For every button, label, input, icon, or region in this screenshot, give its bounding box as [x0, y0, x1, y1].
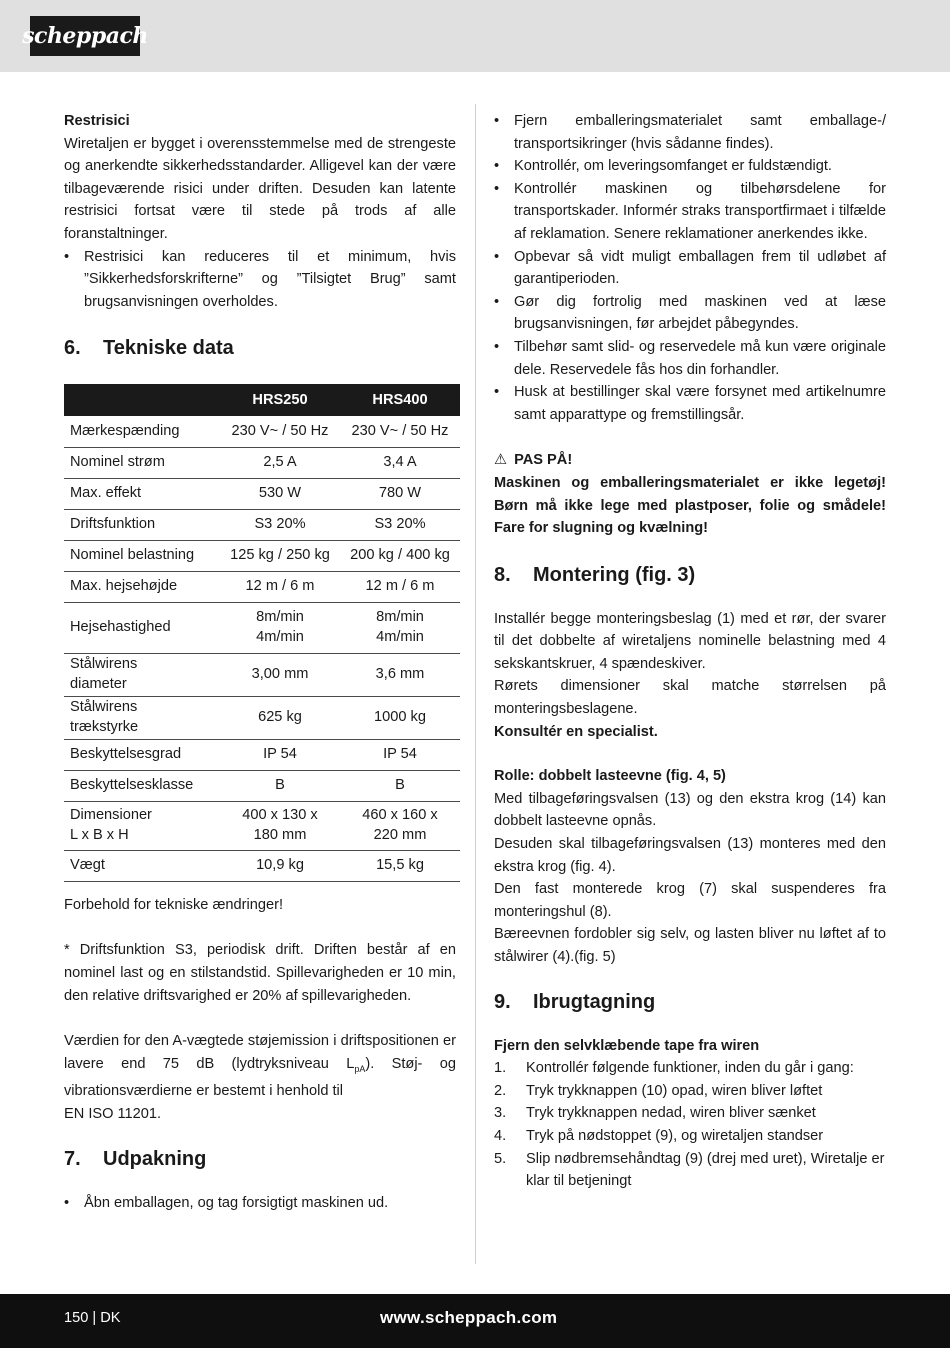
table-row: [64, 739, 460, 770]
row-label: Max. hejsehøjde: [64, 571, 220, 602]
page-number: 150 | DK: [64, 1310, 121, 1326]
section-6-heading: [64, 335, 456, 361]
bullet-dot: •: [494, 158, 500, 175]
list-item: [494, 155, 886, 178]
label-line: trækstyrke: [70, 718, 139, 735]
table-row: [64, 416, 460, 447]
list-item: [494, 336, 886, 381]
right-column: [494, 110, 886, 1193]
bullet-dot: •: [494, 338, 500, 355]
table-row: [64, 447, 460, 478]
section-8-heading: [494, 562, 886, 588]
table-row: [64, 478, 460, 509]
unpack-bullet: [64, 1192, 456, 1215]
row-value-hrs250: S3 20%: [220, 509, 340, 540]
section-number: 9.: [494, 990, 511, 1013]
bullet-text: Gør dig fortrolig med maskinen ved at læse brugsanvisningen, før arbejdet påbegyndes.: [514, 293, 886, 333]
roller-text: Med tilbageføringsvalsen (13) og den ekstra krog (14) kan dobbelt lasteevne opnås.: [494, 790, 886, 830]
row-label: Hejsehastighed: [64, 602, 220, 653]
row-value-hrs250: 530 W: [220, 478, 340, 509]
row-label: [64, 696, 220, 739]
step-item: [494, 1102, 886, 1125]
label-line: Dimensioner: [70, 807, 152, 824]
step-text: Kontrollér følgende funktioner, inden du går i gang:: [526, 1060, 854, 1077]
table-row: [64, 850, 460, 881]
bullet-text: Restrisici kan reduceres til et minimum, hvis ”Sikkerhedsforskrifterne” og ”Tilsigtet Brug” samt brugsanvisningen overholdes.: [84, 248, 456, 310]
step-item: [494, 1148, 886, 1193]
row-value-hrs250: 625 kg: [220, 696, 340, 739]
roller-text: Bæreevnen fordobler sig selv, og lasten bliver nu løftet af to stålwirer (4).(fig. 5): [494, 926, 886, 965]
roller-title: Rolle: dobbelt lasteevne (fig. 4, 5): [494, 768, 726, 785]
left-column: [64, 110, 456, 1214]
value-line: 180 mm: [253, 826, 307, 843]
table-row: [64, 770, 460, 801]
section-9-heading: [494, 989, 886, 1015]
row-label: Nominel strøm: [64, 447, 220, 478]
list-item: [494, 381, 886, 426]
footnote-text: * Driftsfunktion S3, periodisk drift. Driften består af en nominel last og en stilstandstid. Spillevarigheden er 10 min, den relative driftsvarighed er 20% af spillevarigheden.: [64, 942, 456, 1004]
bullet-text: Husk at bestillinger skal være forsynet med artikelnumre samt apparattype og fremstillingsår.: [514, 384, 886, 423]
row-value-hrs250: 125 kg / 250 kg: [220, 540, 340, 571]
table-row: [64, 696, 460, 739]
section-title: Udpakning: [103, 1147, 207, 1170]
value-line: 220 mm: [373, 826, 427, 843]
row-label: [64, 653, 220, 696]
noise-text-a: Værdien for den A-vægtede støjemission i driftspositionen er lavere end 75 dB (lydtryksniveau L: [64, 1033, 456, 1072]
tape-title: Fjern den selvklæbende tape fra wiren: [494, 1037, 760, 1054]
row-value-hrs250: 2,5 A: [220, 447, 340, 478]
step-number: 2.: [494, 1082, 507, 1099]
row-label: Mærkespænding: [64, 416, 220, 447]
step-item: [494, 1125, 886, 1148]
mount-consult: Konsultér en specialist.: [494, 723, 658, 740]
row-value-hrs400: 1000 kg: [340, 696, 460, 739]
step-number: 3.: [494, 1105, 507, 1122]
table-header-hrs250: HRS250: [220, 384, 340, 416]
noise-standard: EN ISO 11201.: [64, 1105, 162, 1122]
value-line: 4m/min: [256, 628, 304, 645]
mount-text: Installér begge monteringsbeslag (1) med et rør, der svarer til det dobbelte af wiretaljens nominelle belastning med 4 sekskantskruer, 4 spændeskiver.: [494, 610, 886, 672]
step-number: 5.: [494, 1150, 507, 1167]
residual-risk-title: Restrisici: [64, 113, 130, 129]
section-7-heading: [64, 1146, 456, 1172]
list-item: [494, 178, 886, 246]
bullet-text: Fjern emballeringsmaterialet samt emballage-/ transportsikringer (hvis sådanne findes).: [514, 113, 886, 152]
residual-risk-bullet: [64, 246, 456, 314]
warning-title: [494, 449, 886, 472]
row-value-hrs250: IP 54: [220, 739, 340, 770]
row-label: Vægt: [64, 850, 220, 881]
row-value-hrs250: 12 m / 6 m: [220, 571, 340, 602]
row-value-hrs400: [340, 602, 460, 653]
row-label: Nominel belastning: [64, 540, 220, 571]
bullet-text: Kontrollér, om leveringsomfanget er fuldstændigt.: [514, 158, 832, 175]
section-title: Ibrugtagning: [533, 990, 656, 1013]
website-link[interactable]: www.scheppach.com: [380, 1308, 558, 1327]
row-value-hrs400: B: [340, 770, 460, 801]
bullet-text: Åbn emballagen, og tag forsigtigt maskinen ud.: [84, 1194, 389, 1211]
table-row: [64, 653, 460, 696]
step-item: [494, 1057, 886, 1080]
reservation-note: Forbehold for tekniske ændringer!: [64, 896, 284, 913]
list-item: [494, 246, 886, 291]
row-label: Driftsfunktion: [64, 509, 220, 540]
value-line: 8m/min: [256, 609, 304, 626]
residual-risk-text: Wiretaljen er bygget i overensstemmelse med de strengeste og anerkendte sikkerhedsstandarder. Alligevel kan der være tilbageværende risici under driften. Desuden kan latente restrisici fortsat være til stede på trods af alle foranstaltninger.: [64, 135, 456, 242]
bullet-dot: •: [494, 293, 500, 310]
bullet-dot: •: [64, 248, 70, 265]
noise-text-b: ). Støj- og vibrationsværdierne er bestemt i henhold til: [64, 1055, 456, 1100]
bullet-dot: •: [494, 113, 500, 129]
table-row: [64, 540, 460, 571]
value-line: 460 x 160 x: [362, 807, 438, 824]
row-value-hrs400: 12 m / 6 m: [340, 571, 460, 602]
page-header: [0, 0, 950, 72]
bullet-dot: •: [494, 180, 500, 197]
row-value-hrs250: 3,00 mm: [220, 653, 340, 696]
row-value-hrs250: B: [220, 770, 340, 801]
row-value-hrs400: S3 20%: [340, 509, 460, 540]
bullet-text: Opbevar så vidt muligt emballagen frem til udløbet af garantiperioden.: [514, 248, 886, 288]
section-number: 8.: [494, 563, 511, 586]
table-header-row: [64, 384, 460, 416]
mount-text: Rørets dimensioner skal matche størrelsen på monteringsbeslagene.: [494, 678, 886, 718]
table-row: [64, 509, 460, 540]
warning-title-text: PAS PÅ!: [514, 452, 573, 469]
column-divider: [475, 104, 476, 1264]
table-header-hrs400: HRS400: [340, 384, 460, 416]
table-row: [64, 602, 460, 653]
roller-text: Den fast monterede krog (7) skal suspenderes fra monteringshul (8).: [494, 881, 886, 920]
step-number: 1.: [494, 1060, 507, 1077]
row-value-hrs400: 3,4 A: [340, 447, 460, 478]
page-footer: [0, 1294, 950, 1348]
label-line: diameter: [70, 675, 127, 692]
bullet-dot: •: [494, 384, 500, 401]
row-label: Beskyttelsesklasse: [64, 770, 220, 801]
tech-data-table: [64, 384, 460, 882]
row-value-hrs250: 10,9 kg: [220, 850, 340, 881]
row-value-hrs250: 230 V~ / 50 Hz: [220, 416, 340, 447]
noise-subscript: pA: [354, 1063, 366, 1074]
row-value-hrs400: 780 W: [340, 478, 460, 509]
value-line: 4m/min: [376, 628, 424, 645]
step-item: [494, 1080, 886, 1103]
list-item: [494, 110, 886, 155]
value-line: 8m/min: [376, 609, 424, 626]
table-header-blank: [64, 384, 220, 416]
step-number: 4.: [494, 1127, 507, 1144]
step-text: Tryk trykknappen nedad, wiren bliver sænket: [526, 1105, 816, 1122]
step-text: Slip nødbremsehåndtag (9) (drej med uret), Wiretalje er klar til betjeningt: [526, 1150, 885, 1190]
section-title: Tekniske data: [103, 337, 234, 360]
label-line: L x B x H: [70, 826, 129, 843]
roller-text: Desuden skal tilbageføringsvalsen (13) monteres med den ekstra krog (fig. 4).: [494, 836, 886, 875]
bullet-text: Kontrollér maskinen og tilbehørsdelene for transportskader. Informér straks transportfirmaet i tilfælde af reklamation. Senere reklamationer anerkendes ikke.: [514, 180, 886, 242]
row-value-hrs400: 3,6 mm: [340, 653, 460, 696]
step-text: Tryk på nødstoppet (9), og wiretaljen standser: [526, 1127, 824, 1144]
bullet-dot: •: [494, 248, 500, 265]
section-number: 6.: [64, 337, 81, 360]
row-value-hrs400: [340, 801, 460, 850]
section-title: Montering (fig. 3): [533, 563, 696, 586]
row-value-hrs250: [220, 801, 340, 850]
row-value-hrs250: [220, 602, 340, 653]
warning-triangle-icon: ⚠: [494, 452, 508, 469]
table-row: [64, 801, 460, 850]
step-text: Tryk trykknappen (10) opad, wiren bliver løftet: [526, 1082, 823, 1099]
table-row: [64, 571, 460, 602]
row-label: Max. effekt: [64, 478, 220, 509]
row-value-hrs400: IP 54: [340, 739, 460, 770]
list-item: [494, 291, 886, 336]
row-value-hrs400: 230 V~ / 50 Hz: [340, 416, 460, 447]
section-number: 7.: [64, 1147, 81, 1170]
value-line: 400 x 130 x: [242, 807, 318, 824]
row-label: Beskyttelsesgrad: [64, 739, 220, 770]
row-label: [64, 801, 220, 850]
row-value-hrs400: 15,5 kg: [340, 850, 460, 881]
warning-text: Maskinen og emballeringsmaterialet er ikke legetøj! Børn må ikke lege med plastposer, folie og smådele! Fare for slugning og kvælning!: [494, 474, 886, 537]
label-line: Stålwirens: [70, 656, 138, 673]
bullet-dot: •: [64, 1194, 70, 1211]
noise-text: [64, 1030, 456, 1103]
brand-logo: scheppach: [30, 16, 140, 56]
bullet-text: Tilbehør samt slid- og reservedele må kun være originale dele. Reservedele fås hos din forhandler.: [514, 338, 886, 378]
row-value-hrs400: 200 kg / 400 kg: [340, 540, 460, 571]
label-line: Stålwirens: [70, 699, 138, 716]
